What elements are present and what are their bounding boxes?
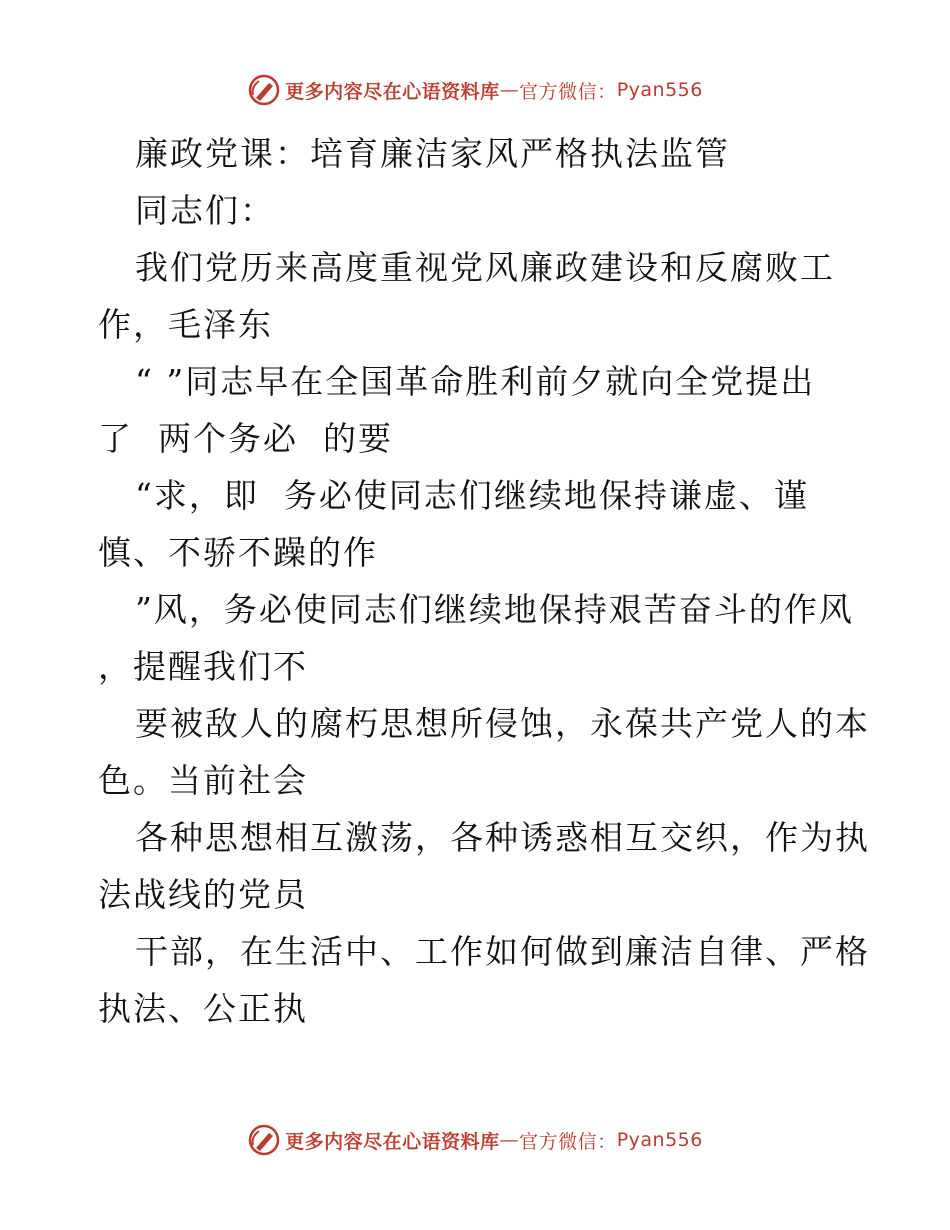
document-line: 执法、公正执 [98,989,308,1028]
document-line: “ ”同志早在全国革命胜利前夕就向全党提出 [135,362,816,401]
document-line: ”风，务必使同志们继续地保持艰苦奋斗的作风 [135,590,854,629]
footer-wechat-id: Pyan556 [616,1129,703,1151]
document-line: 各种思想相互激荡，各种诱惑相互交织，作为执 [135,818,870,857]
document-line: 同志们： [135,191,275,230]
document-body [98,125,870,1037]
document-line: 干部，在生活中、工作如何做到廉洁自律、严格 [135,932,870,971]
document-line: 慎、不骄不躁的作 [98,533,378,572]
document-title: 廉政党课：培育廉洁家风严格执法监管 [135,134,730,173]
document-line: “求，即 务必使同志们继续地保持谦虚、谨 [135,476,809,515]
footer-banner [0,1120,950,1160]
footer-wechat-label: 官方微信： [519,1130,617,1153]
pen-circle-logo-icon [247,1123,281,1157]
pen-circle-logo-icon [247,73,281,107]
header-wechat-label: 官方微信： [519,80,617,103]
document-line: 作，毛泽东 [98,305,273,344]
header-separator: — [499,79,520,101]
header-banner [0,70,950,110]
document-line: 我们党历来高度重视党风廉政建设和反腐败工 [135,248,835,287]
document-line: 法战线的党员 [98,875,308,914]
document-line: 了 两个务必 的要 [98,419,393,458]
header-wechat-id: Pyan556 [616,79,703,101]
footer-brand: 更多内容尽在心语资料库 [285,1130,500,1153]
header-brand: 更多内容尽在心语资料库 [285,80,500,103]
document-line: 要被敌人的腐朽思想所侵蚀，永葆共产党人的本 [135,704,870,743]
footer-separator: — [499,1129,520,1151]
document-line: ，提醒我们不 [98,647,308,686]
document-line: 色。当前社会 [98,761,308,800]
